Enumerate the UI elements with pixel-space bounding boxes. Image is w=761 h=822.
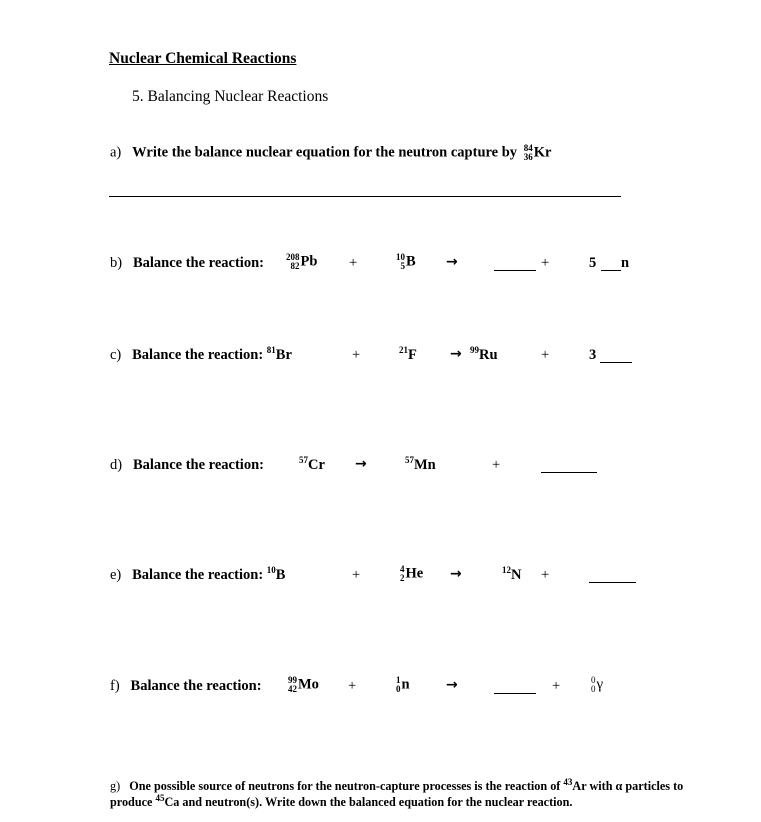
reactant-1-mass: 10 — [266, 565, 276, 576]
question-d-letter: d) — [110, 457, 123, 473]
question-g — [110, 778, 700, 810]
answer-blank-c[interactable] — [600, 348, 632, 363]
reactant-1-mass: 81 — [266, 345, 276, 356]
product-1-mass: 99 — [470, 345, 479, 356]
question-f-product-2 — [591, 676, 603, 694]
argon-mass: 43 — [563, 776, 573, 787]
reactant-2-symbol: He — [405, 565, 424, 582]
product-1-symbol: N — [511, 567, 522, 583]
reactant-1-mass: 208 — [286, 252, 300, 262]
question-d-prompt-text: Balance the reaction: — [132, 457, 264, 473]
question-f-prompt-text: Balance the reaction: — [130, 678, 262, 694]
reaction-arrow: → — [355, 456, 367, 472]
question-e-letter: e) — [110, 567, 122, 583]
section-subtitle: 5. Balancing Nuclear Reactions — [132, 88, 329, 105]
question-e-prompt-text: Balance the reaction: — [132, 567, 264, 583]
answer-blank-d[interactable] — [541, 458, 597, 473]
question-f-reactant-1 — [288, 676, 319, 694]
question-b-prompt — [110, 255, 264, 272]
product-1-symbol: Ru — [479, 347, 498, 363]
reactant-1-atomic: 82 — [290, 261, 300, 271]
question-b-product-symbol: n — [621, 255, 630, 271]
plus-sign: + — [492, 457, 501, 473]
question-b-reactant-2 — [396, 253, 416, 271]
product-1-mass: 57 — [405, 455, 414, 466]
question-d-product-1 — [405, 457, 436, 474]
question-d-prompt — [110, 457, 264, 474]
question-g-text-3: Ca and neutron(s). Write down the balanced equation for the nuclear reaction. — [164, 795, 573, 809]
product-2-mass: 0 — [591, 675, 596, 685]
reactant-2-mass: 21 — [399, 345, 408, 356]
product-1-mass: 12 — [502, 565, 511, 576]
question-a-letter: a) — [110, 144, 122, 161]
reactant-2-symbol: n — [401, 676, 410, 693]
question-d-reactant-1 — [299, 457, 325, 474]
reactant-2-numbers — [396, 253, 405, 271]
reactant-2-mass: 4 — [400, 564, 405, 574]
question-c-reactant-2 — [399, 347, 417, 364]
reactant-2-symbol: F — [408, 347, 417, 363]
question-c-coefficient: 3 — [589, 347, 597, 363]
answer-line-a[interactable] — [109, 196, 621, 197]
gamma-symbol: γ — [596, 676, 604, 693]
reactant-2-numbers — [400, 565, 405, 583]
question-f-reactant-2 — [396, 676, 410, 694]
question-c-letter: c) — [110, 347, 122, 363]
reactant-2-atomic: 2 — [400, 573, 405, 583]
product-2-atomic: 0 — [591, 684, 596, 694]
question-a-nuclide-numbers — [524, 144, 533, 162]
answer-blank-e[interactable] — [589, 568, 636, 583]
product-2-numbers — [591, 676, 596, 694]
question-b-coefficient: 5 — [589, 255, 597, 271]
reactant-2-atomic: 0 — [396, 684, 401, 694]
plus-sign: + — [541, 347, 550, 363]
question-b-reactant-1 — [286, 253, 317, 271]
product-1-symbol: Mn — [414, 457, 436, 473]
question-f-prompt — [110, 678, 262, 695]
question-b-prompt-text: Balance the reaction: — [132, 255, 264, 271]
plus-sign: + — [541, 255, 550, 271]
reactant-1-symbol: Pb — [300, 253, 318, 270]
plus-sign: + — [349, 255, 358, 271]
plus-sign: + — [352, 567, 361, 583]
reactant-1-numbers — [286, 253, 300, 271]
reaction-arrow: → — [446, 254, 458, 270]
plus-sign: + — [348, 678, 357, 694]
question-c-prompt-text: Balance the reaction: — [132, 347, 264, 363]
reaction-arrow: → — [450, 346, 462, 362]
question-e-prompt — [110, 567, 285, 584]
reactant-2-atomic: 5 — [400, 261, 405, 271]
question-c-product-1 — [470, 347, 498, 364]
reactant-1-symbol: B — [275, 567, 286, 583]
question-g-letter: g) — [110, 779, 121, 793]
question-a-mass: 84 — [523, 143, 533, 153]
reactant-1-symbol: Mo — [298, 676, 319, 693]
reactant-2-symbol: B — [406, 253, 416, 270]
answer-blank-f[interactable] — [494, 679, 536, 694]
question-a-atomic: 36 — [523, 152, 533, 162]
question-a — [110, 144, 551, 162]
question-g-text-1: One possible source of neutrons for the neutron-capture processes is the reaction of — [129, 779, 561, 793]
plus-sign: + — [352, 347, 361, 363]
reaction-arrow: → — [450, 566, 462, 582]
plus-sign: + — [552, 678, 561, 694]
question-a-text: Write the balance nuclear equation for the neutron capture by — [132, 144, 518, 161]
reactant-1-atomic: 42 — [288, 684, 297, 694]
answer-blank-b2[interactable] — [601, 256, 621, 271]
reactant-1-mass: 99 — [288, 675, 297, 685]
reactant-1-symbol: Cr — [308, 457, 325, 473]
reactant-1-symbol: Br — [275, 347, 292, 363]
reaction-arrow: → — [446, 677, 458, 693]
reactant-1-mass: 57 — [299, 455, 308, 466]
reactant-2-mass: 10 — [396, 252, 405, 262]
question-b-letter: b) — [110, 255, 123, 271]
calcium-mass: 45 — [155, 792, 165, 803]
question-a-symbol: Kr — [533, 144, 552, 161]
page-title: Nuclear Chemical Reactions — [109, 50, 297, 67]
question-f-letter: f) — [110, 678, 120, 694]
plus-sign: + — [541, 567, 550, 583]
question-e-reactant-2 — [400, 565, 423, 583]
reactant-2-mass: 1 — [396, 675, 401, 685]
question-c-prompt — [110, 347, 292, 364]
reactant-2-numbers — [396, 676, 401, 694]
question-g-text-2: Ar with α particles to produce — [110, 779, 684, 809]
answer-blank-b1[interactable] — [494, 256, 536, 271]
reactant-1-numbers — [288, 676, 297, 694]
question-e-product-1 — [502, 567, 521, 584]
